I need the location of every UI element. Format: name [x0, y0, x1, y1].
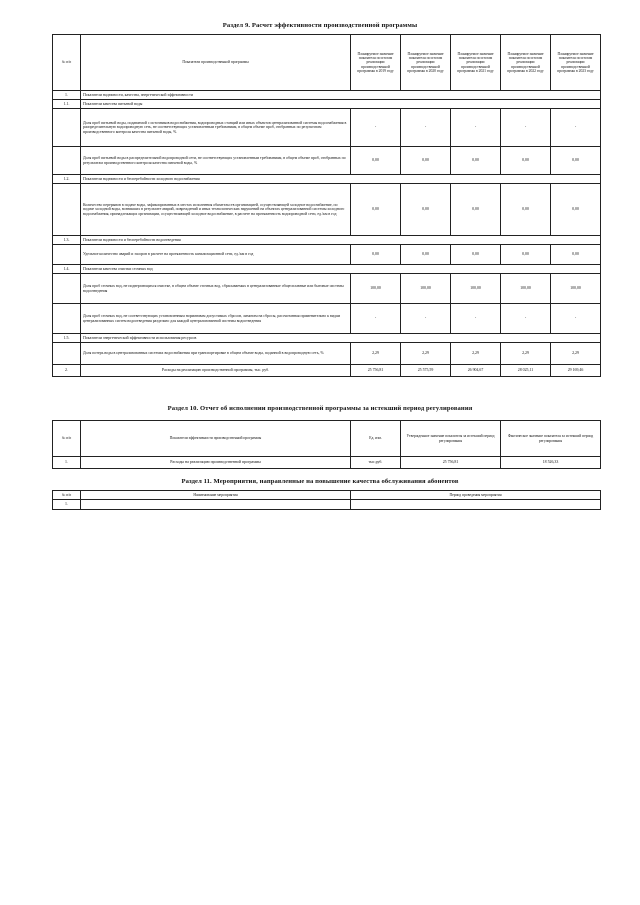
indicator-text: Расходы на реализацию производственной программы	[81, 457, 351, 469]
header-period: Период проведения мероприятия	[351, 491, 601, 500]
indicator-text: Доля проб сточных вод, не соответствующих установленным нормативам допустимых сбросов, лимитам на сбросы, рассчитанная применительно к видам централизованных систем водоотведения раздельно для каждой централизованной системы водоотведения	[81, 304, 351, 334]
table-row	[53, 109, 601, 147]
indicator-text: Доля проб сточных вод, не подвергающихся очистке, в общем объеме сточных вод, сбрасываемых в централизованные общесплавные или бытовые системы водоотведения	[81, 274, 351, 304]
value-2021: -	[451, 109, 501, 147]
row-num	[53, 109, 81, 147]
value-2023: 0,00	[551, 147, 601, 175]
table-row	[53, 100, 601, 109]
value-2019: -	[351, 109, 401, 147]
value-2022: 0,00	[501, 245, 551, 265]
row-num	[53, 147, 81, 175]
table-row	[53, 274, 601, 304]
table-row	[53, 245, 601, 265]
table-row	[53, 457, 601, 469]
header-num: № п/п	[53, 491, 81, 500]
value-2021: 100,00	[451, 274, 501, 304]
value-2020: 0,00	[401, 245, 451, 265]
header-indicator: Показатели эффективности производственной программы	[81, 421, 351, 457]
value-2021: 0,00	[451, 245, 501, 265]
group-label: Показатели надежности, качества, энергетической эффективности	[81, 91, 601, 100]
value-2022: -	[501, 304, 551, 334]
group-label: Показатели надежности и бесперебойности водоотведения	[81, 236, 601, 245]
table-row	[53, 343, 601, 365]
table-row	[53, 304, 601, 334]
group-label: Показатели надежности и бесперебойности холодного водоснабжения	[81, 175, 601, 184]
table-row	[53, 175, 601, 184]
value-2023: -	[551, 109, 601, 147]
unit-value: тыс.руб.	[351, 457, 401, 469]
section-9-table	[52, 34, 601, 377]
row-num: 1.	[53, 91, 81, 100]
value-2019: 0,00	[351, 147, 401, 175]
value-2023: 0,00	[551, 245, 601, 265]
value-2020: -	[401, 109, 451, 147]
value-2023: 100,00	[551, 274, 601, 304]
row-num	[53, 184, 81, 236]
value-2023: 0,00	[551, 184, 601, 236]
group-label: Показатели качества очистки сточных вод	[81, 265, 601, 274]
value-2022: -	[501, 109, 551, 147]
measure-period	[351, 500, 601, 510]
row-num: 1.3.	[53, 236, 81, 245]
row-num: 2.	[53, 365, 81, 377]
header-2019: Планируемое значение показателя по итогам реализации производственной программы в 2019 году	[351, 35, 401, 91]
table-row	[53, 365, 601, 377]
value-2023: -	[551, 304, 601, 334]
section-11-table	[52, 490, 601, 510]
header-approved: Утвержденное значение показателя за истекший период регулирования	[401, 421, 501, 457]
table-row	[53, 184, 601, 236]
row-num: 1.1.	[53, 100, 81, 109]
value-2022: 0,00	[501, 147, 551, 175]
header-2020: Планируемое значение показателя по итогам реализации производственной программы в 2020 году	[401, 35, 451, 91]
indicator-text: Количество перерывов в подаче воды, зафиксированных в местах исполнения обязательств организацией, осуществляющей холодное водоснабжение, по подаче холодной воды, возникших в результате аварий, повреждений и иных технологических нарушений на объектах централизованной системы холодного водоснабжения, принадлежащих организации, осуществляющей холодное водоснабжение, в расчете на протяженность водопроводной сети, ед./км в год	[81, 184, 351, 236]
group-label: Показатели энергетической эффективности использования ресурсов	[81, 334, 601, 343]
header-2022: Планируемое значение показателя по итогам реализации производственной программы в 2022 году	[501, 35, 551, 91]
approved-value: 25 756,81	[401, 457, 501, 469]
table-row	[53, 334, 601, 343]
header-num: № п/п	[53, 35, 81, 91]
table-row	[53, 236, 601, 245]
measure-name	[81, 500, 351, 510]
header-actual: Фактическое значение показателя за истекший период регулирования	[501, 421, 601, 457]
indicator-text: Удельное количество аварий и засоров в расчете на протяженность канализационной сети, ед./км в год	[81, 245, 351, 265]
group-label: Показатели качества питьевой воды	[81, 100, 601, 109]
value-2022: 100,00	[501, 274, 551, 304]
row-num	[53, 343, 81, 365]
section-10-title: Раздел 10. Отчет об исполнении производственной программы за истекший период регулирования	[167, 405, 473, 412]
value-2022: 28 025,11	[501, 365, 551, 377]
value-2020: 100,00	[401, 274, 451, 304]
value-2019: 100,00	[351, 274, 401, 304]
table-row	[53, 91, 601, 100]
row-num: 1.	[53, 457, 81, 469]
row-num: 1.5.	[53, 334, 81, 343]
value-2019: 0,00	[351, 184, 401, 236]
indicator-text: Доля проб питьевой воды в распределительной водопроводной сети, не соответствующих установленным требованиям, в общем объеме проб, отобранных по результатам производственного контроля качества питьевой воды, %	[81, 147, 351, 175]
value-2019: -	[351, 304, 401, 334]
value-2022: 0,00	[501, 184, 551, 236]
header-indicator: Показатели производственной программы	[81, 35, 351, 91]
value-2019: 25 756,81	[351, 365, 401, 377]
section-10-table	[52, 420, 601, 469]
value-2020: 0,00	[401, 147, 451, 175]
value-2021: 0,00	[451, 147, 501, 175]
header-num: № п/п	[53, 421, 81, 457]
section-9-title: Раздел 9. Расчет эффективности производственной программы	[222, 22, 418, 29]
table-row	[53, 147, 601, 175]
value-2019: 2,29	[351, 343, 401, 365]
value-2019: 0,00	[351, 245, 401, 265]
section-11-title: Раздел 11. Мероприятия, направленные на повышение качества обслуживания абонентов	[181, 478, 459, 485]
value-2020: 25 575,59	[401, 365, 451, 377]
header-2023: Планируемое значение показателя по итогам реализации производственной программы в 2023 году	[551, 35, 601, 91]
header-2021: Планируемое значение показателя по итогам реализации производственной программы в 2021 году	[451, 35, 501, 91]
header-name: Наименование мероприятия	[81, 491, 351, 500]
value-2020: -	[401, 304, 451, 334]
row-num	[53, 274, 81, 304]
indicator-text: Доля потерь воды в централизованных системах водоснабжения при транспортировке в общем объеме воды, поданной в водопроводную сеть, %	[81, 343, 351, 365]
value-2022: 2,29	[501, 343, 551, 365]
value-2021: -	[451, 304, 501, 334]
indicator-text: Доля проб питьевой воды, подаваемой с источников водоснабжения, водопроводных станций или иных объектов централизованной системы водоснабжения в распределительную водопроводную сеть, не соответствующих установленным требованиям, в общем объеме проб, отобранных по результатам производственного контроля качества питьевой воды, %	[81, 109, 351, 147]
row-num: 1.4.	[53, 265, 81, 274]
value-2021: 2,29	[451, 343, 501, 365]
table-row	[53, 265, 601, 274]
value-2023: 29 169,46	[551, 365, 601, 377]
value-2021: 26 904,67	[451, 365, 501, 377]
header-unit: Ед. изм.	[351, 421, 401, 457]
value-2020: 2,29	[401, 343, 451, 365]
row-num	[53, 304, 81, 334]
value-2021: 0,00	[451, 184, 501, 236]
value-2023: 2,29	[551, 343, 601, 365]
row-num: 1.	[53, 500, 81, 510]
actual-value: 18 526,33	[501, 457, 601, 469]
row-num	[53, 245, 81, 265]
table-row	[53, 500, 601, 510]
indicator-text: Расходы на реализацию производственной программы, тыс. руб.	[81, 365, 351, 377]
row-num: 1.2.	[53, 175, 81, 184]
value-2020: 0,00	[401, 184, 451, 236]
